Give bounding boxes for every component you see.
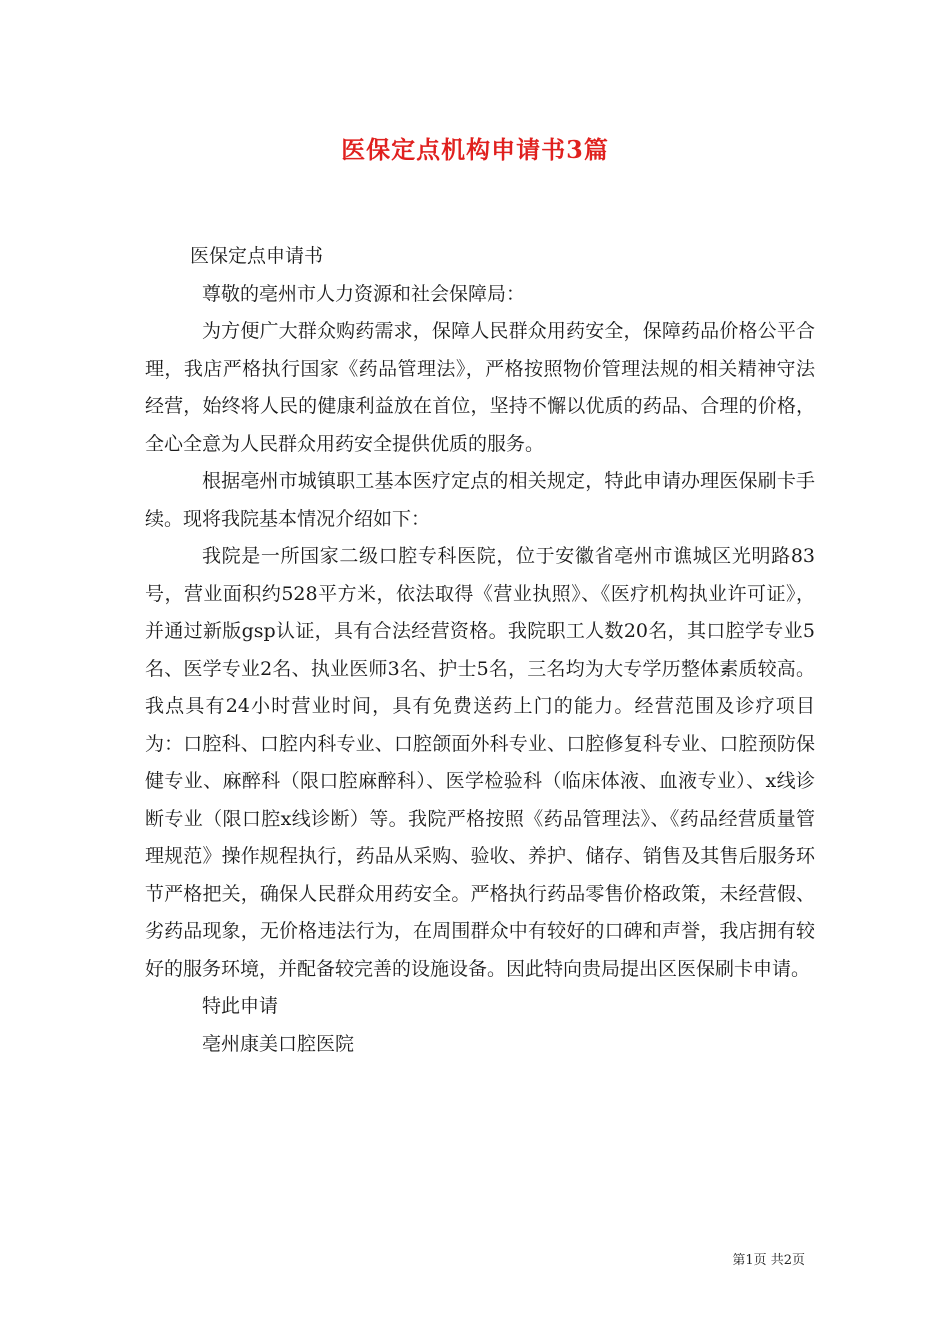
- paragraph-request: 根据亳州市城镇职工基本医疗定点的相关规定，特此申请办理医保刷卡手续。现将我院基本情况介绍如下：: [145, 470, 815, 530]
- paragraph-details: 我院是一所国家二级口腔专科医院，位于安徽省亳州市谯城区光明路83号，营业面积约528平方米，依法取得《营业执照》、《医疗机构执业许可证》，并通过新版gsp认证，具有合法经营资格。我院职工人数20名，其口腔学专业5名、医学专业2名、执业医师3名、护士5名，三名均为大专学历整体素质较高。我点具有24小时营业时间，具有免费送药上门的能力。经营范围及诊疗项目为：口腔科、口腔内科专业、口腔颌面外科专业、口腔修复科专业、口腔预防保健专业、麻醉科（限口腔麻醉科）、医学检验科（临床体液、血液专业）、x线诊断专业（限口腔x线诊断）等。我院严格按照《药品管理法》、《药品经营质量管理规范》操作规程执行，药品从采购、验收、养护、储存、销售及其售后服务环节严格把关，确保人民群众用药安全。严格执行药品零售价格政策，未经营假、劣药品现象，无价格违法行为，在周围群众中有较好的口碑和声誉，我店拥有较好的服务环境，并配备较完善的设施设备。因此特向贵局提出区医保刷卡申请。: [145, 545, 815, 980]
- paragraph-closing: 特此申请: [202, 995, 279, 1017]
- document-title: 医保定点机构申请书3篇: [341, 135, 609, 164]
- paragraph-intro: 为方便广大群众购药需求，保障人民群众用药安全，保障药品价格公平合理，我店严格执行国家《药品管理法》，严格按照物价管理法规的相关精神守法经营，始终将人民的健康利益放在首位，坚持不懈以优质的药品、合理的价格，全心全意为人民群众用药安全提供优质的服务。: [145, 320, 815, 455]
- paragraph-signature: 亳州康美口腔医院: [202, 1032, 355, 1055]
- page-indicator: 第1页 共2页: [732, 1253, 805, 1268]
- document-body: [145, 238, 815, 1063]
- paragraph-salutation: 尊敬的亳州市人力资源和社会保障局：: [202, 282, 526, 305]
- paragraph-heading: 医保定点申请书: [190, 245, 324, 267]
